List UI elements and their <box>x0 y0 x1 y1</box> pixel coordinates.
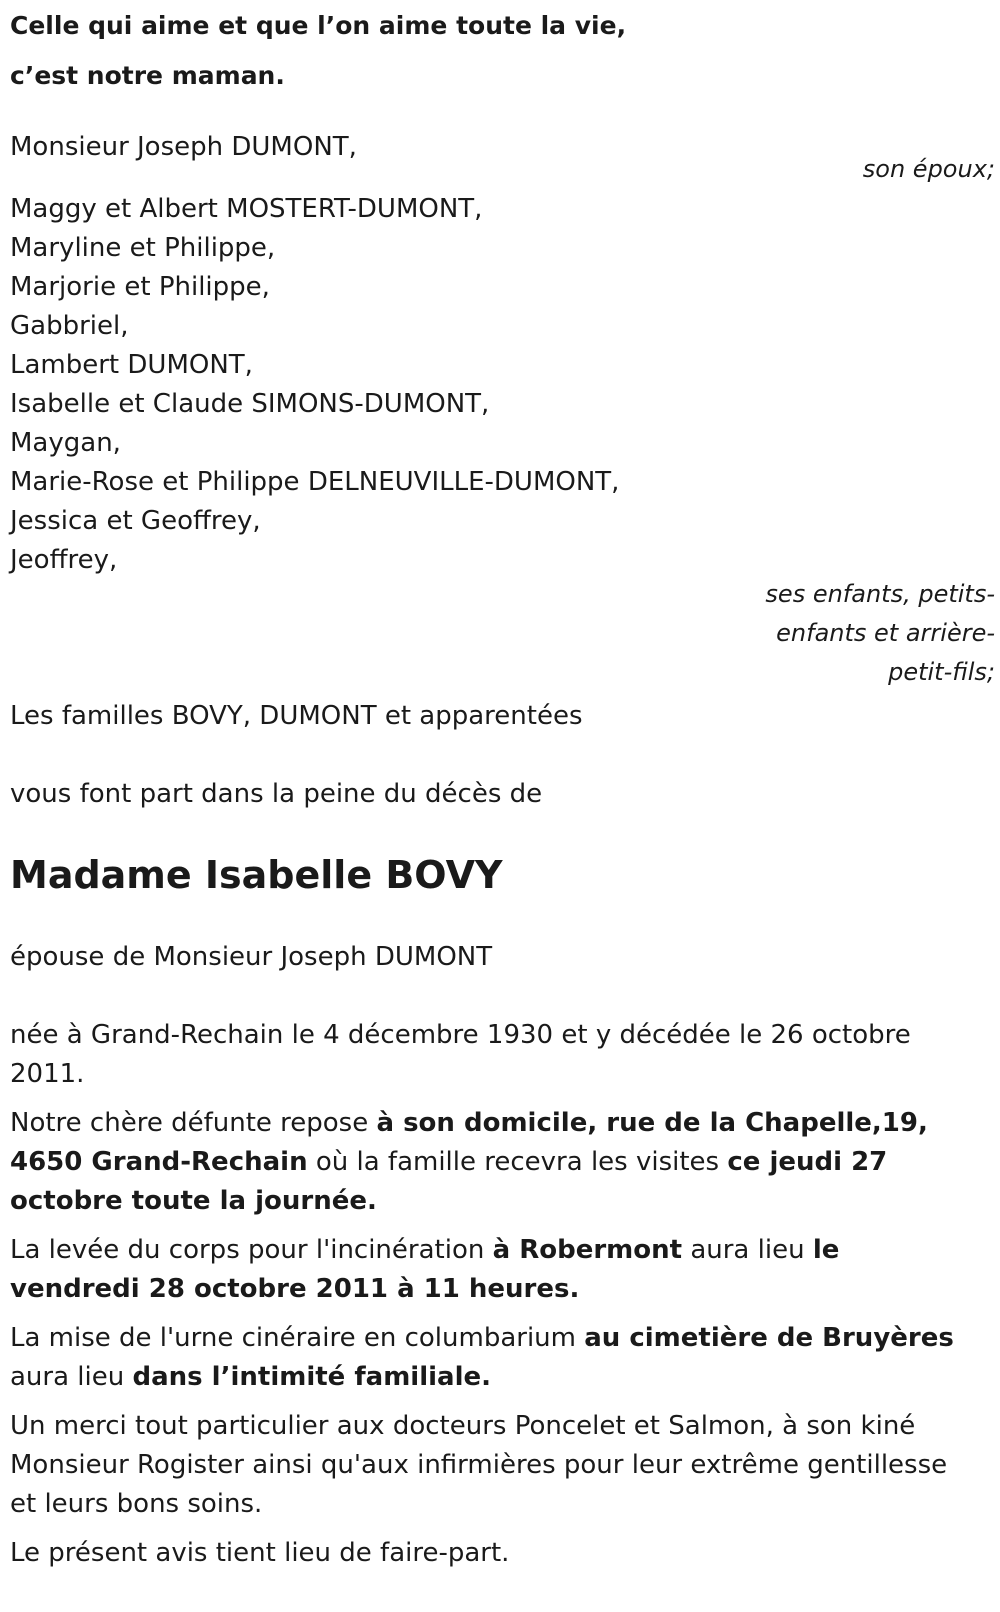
urn-text-2: aura lieu <box>10 1362 133 1392</box>
child-name: Maggy et Albert MOSTERT-DUMONT, <box>10 194 483 224</box>
repose-text-2: où la famille recevra les visites <box>307 1147 728 1177</box>
child-name: Marie-Rose et Philippe DELNEUVILLE-DUMONT, <box>10 467 620 497</box>
children-section <box>10 190 995 686</box>
child-name: Isabelle et Claude SIMONS-DUMONT, <box>10 389 490 419</box>
deceased-name: Madame Isabelle BOVY <box>10 853 503 897</box>
child-name: Marjorie et Philippe, <box>10 272 270 302</box>
child-name: Jessica et Geoffrey, <box>10 506 261 536</box>
spouse-of-line: épouse de Monsieur Joseph DUMONT <box>10 942 493 972</box>
families-line: Les familles BOVY, DUMONT et apparentées <box>10 701 583 731</box>
child-name: Maryline et Philippe, <box>10 233 276 263</box>
child-name: Maygan, <box>10 428 121 458</box>
birth-death-paragraph: née à Grand-Rechain le 4 décembre 1930 et y décédée le 26 octobre 2011. <box>10 1020 911 1089</box>
urn-place: au cimetière de Bruyères <box>584 1323 954 1353</box>
epigraph-line-1: Celle qui aime et que l’on aime toute la vie, <box>10 11 627 40</box>
thanks-paragraph: Un merci tout particulier aux docteurs Poncelet et Salmon, à son kiné Monsieur Rogister ainsi qu'aux infirmières pour leur extrême gentillesse et leurs bons soins. <box>10 1411 948 1519</box>
spouse-name: Monsieur Joseph DUMONT, <box>10 132 357 162</box>
spouse-section <box>10 128 995 183</box>
urn-paragraph <box>10 1319 970 1397</box>
urn-privacy: dans l’intimité familiale. <box>132 1362 491 1392</box>
repose-address: à son domicile, rue de la Chapelle,19, 4650 Grand-Rechain <box>10 1108 928 1177</box>
children-role: ses enfants, petits-enfants et arrière-petit-fils; <box>765 580 995 686</box>
closing-line: Le présent avis tient lieu de faire-part. <box>10 1538 510 1568</box>
repose-paragraph <box>10 1104 970 1221</box>
epigraph-line-2: c’est notre maman. <box>10 61 285 90</box>
obituary-notice <box>10 0 995 1573</box>
announcement-line: vous font part dans la peine du décès de <box>10 779 543 809</box>
levee-place: à Robermont <box>492 1235 683 1265</box>
urn-text-1: La mise de l'urne cinéraire en columbarium <box>10 1323 585 1353</box>
epigraph <box>10 0 995 100</box>
repose-text-1: Notre chère défunte repose <box>10 1108 377 1138</box>
levee-text-1: La levée du corps pour l'incinération <box>10 1235 493 1265</box>
child-name: Lambert DUMONT, <box>10 350 253 380</box>
child-name: Gabbriel, <box>10 311 129 341</box>
levee-paragraph <box>10 1231 970 1309</box>
child-name: Jeoffrey, <box>10 545 118 575</box>
levee-text-2: aura lieu <box>682 1235 813 1265</box>
repose-visit-date: ce jeudi 27 octobre toute la journée. <box>10 1147 888 1216</box>
spouse-role: son époux; <box>862 155 995 183</box>
levee-date: le vendredi 28 octobre 2011 à 11 heures. <box>10 1235 840 1304</box>
